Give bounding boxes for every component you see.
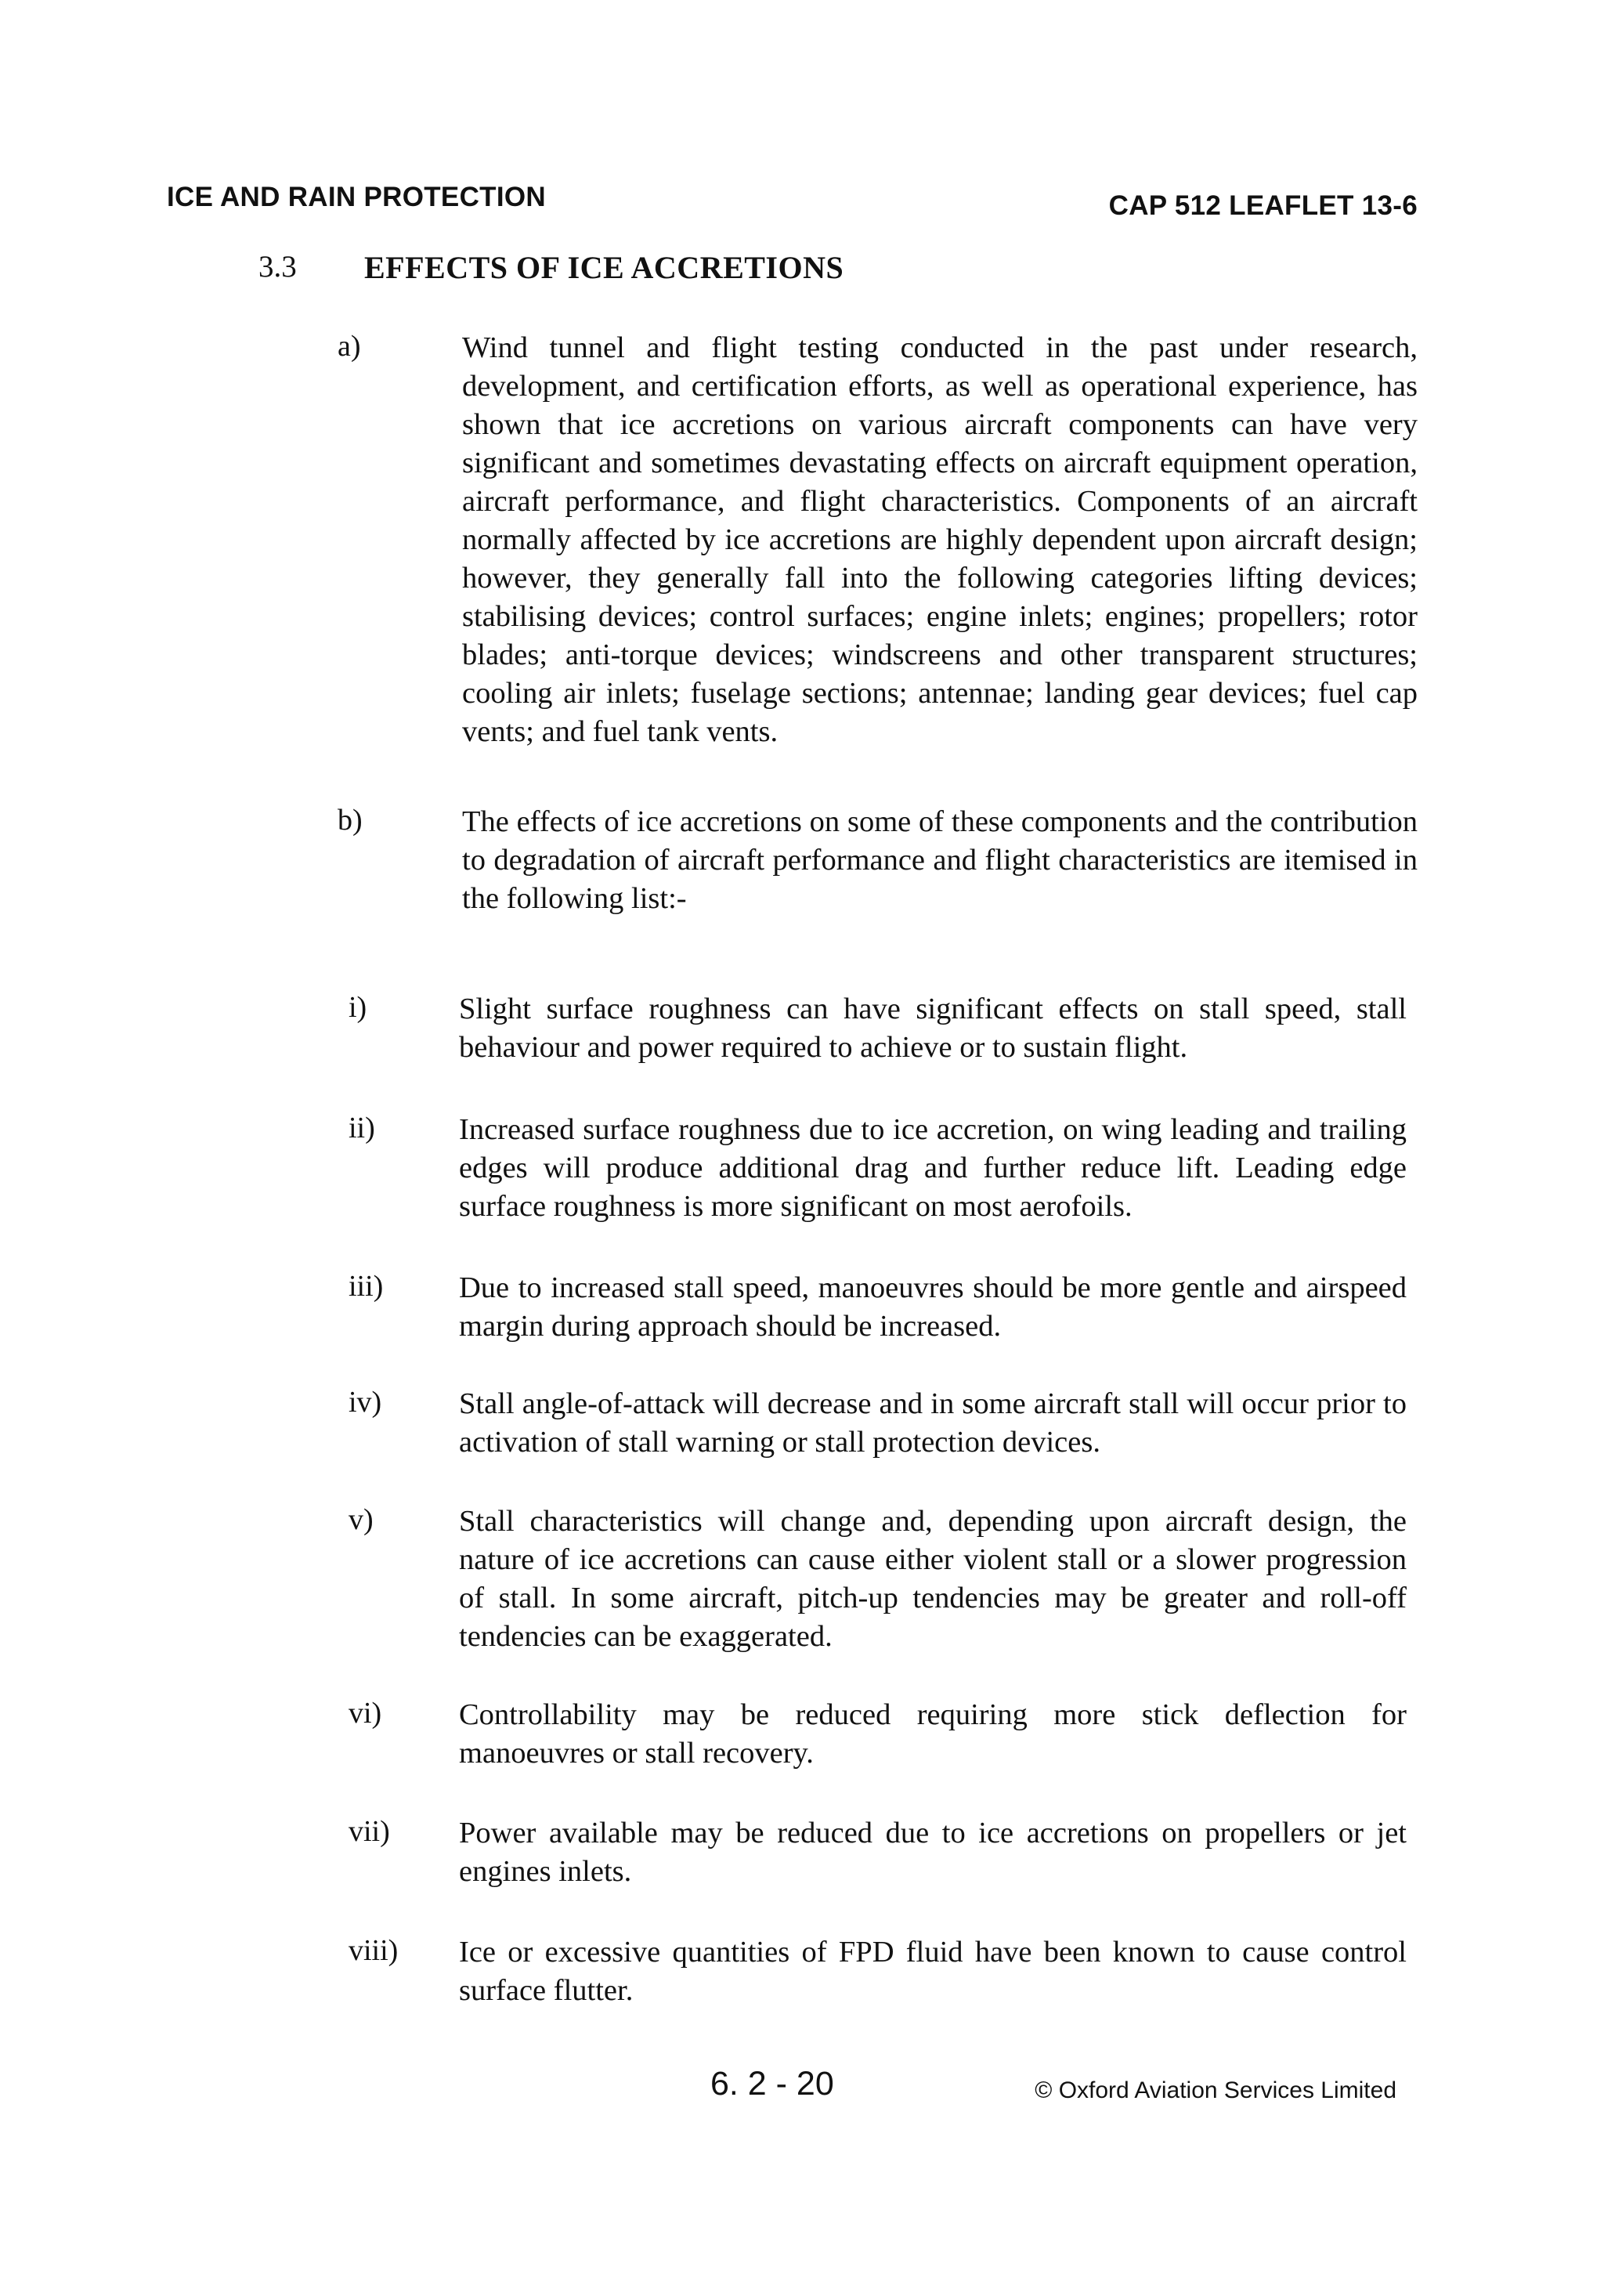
list-item-text: Controllability may be reduced requiring more stick deflection for manoeuvres or stall recovery. xyxy=(459,1698,1407,1770)
running-header-document-id: CAP 512 LEAFLET 13-6 xyxy=(1108,190,1418,221)
list-item-text: Power available may be reduced due to ice accretions on propellers or jet engines inlets. xyxy=(459,1817,1407,1888)
paragraph-marker: a) xyxy=(338,330,361,363)
list-item-marker: viii) xyxy=(349,1934,399,1967)
list-item-marker: ii) xyxy=(349,1112,375,1144)
list-item-marker: v) xyxy=(349,1503,374,1536)
list-item-text: Stall angle-of-attack will decrease and in some aircraft stall will occur prior to activation of stall warning or stall protection devices. xyxy=(459,1387,1407,1459)
list-item-marker: i) xyxy=(349,991,367,1024)
copyright-notice: © Oxford Aviation Services Limited xyxy=(1035,2077,1396,2103)
paragraph-text: The effects of ice accretions on some of these components and the contribution to degradation of aircraft performance and flight characteristics are itemised in the following list:- xyxy=(462,805,1418,915)
section-number: 3.3 xyxy=(258,250,297,284)
section-title: EFFECTS OF ICE ACCRETIONS xyxy=(364,250,844,285)
list-item-marker: iv) xyxy=(349,1386,382,1419)
paragraph-marker: b) xyxy=(338,804,363,837)
paragraph-text: Wind tunnel and flight testing conducted in the past under research, development, and certification efforts, as well as operational experience, has shown that ice accretions on various aircraft components can have very significant and sometimes devastating effects on aircraft equipment operation, aircraft performance, and flight characteristics. Components of an aircraft normally affected by ice accretions are highly dependent upon aircraft design; however, they generally fall into the following categories lifting devices; stabilising devices; control surfaces; engine inlets; engines; propellers; rotor blades; anti-torque devices; windscreens and other transparent structures; cooling air inlets; fuselage sections; antennae; landing gear devices; fuel cap vents; and fuel tank vents. xyxy=(462,331,1418,748)
list-item-text: Due to increased stall speed, manoeuvres should be more gentle and airspeed margin during approach should be increased. xyxy=(459,1271,1407,1343)
list-item-marker: iii) xyxy=(349,1270,384,1303)
list-item-marker: vii) xyxy=(349,1815,390,1848)
list-item-text: Ice or excessive quantities of FPD fluid have been known to cause control surface flutter. xyxy=(459,1936,1407,2007)
list-item-marker: vi) xyxy=(349,1697,382,1730)
page-number: 6. 2 - 20 xyxy=(710,2065,834,2103)
list-item-text: Slight surface roughness can have significant effects on stall speed, stall behaviour and power required to achieve or to sustain flight. xyxy=(459,993,1407,1064)
list-item-text: Increased surface roughness due to ice accretion, on wing leading and trailing edges will produce additional drag and further reduce lift. Leading edge surface roughness is more significant on most aerofoils. xyxy=(459,1113,1407,1223)
list-item-text: Stall characteristics will change and, depending upon aircraft design, the nature of ice accretions can cause either violent stall or a slower progression of stall. In some aircraft, pitch-up tendencies may be greater and roll-off tendencies can be exaggerated. xyxy=(459,1505,1407,1653)
running-header-title: ICE AND RAIN PROTECTION xyxy=(167,182,546,212)
